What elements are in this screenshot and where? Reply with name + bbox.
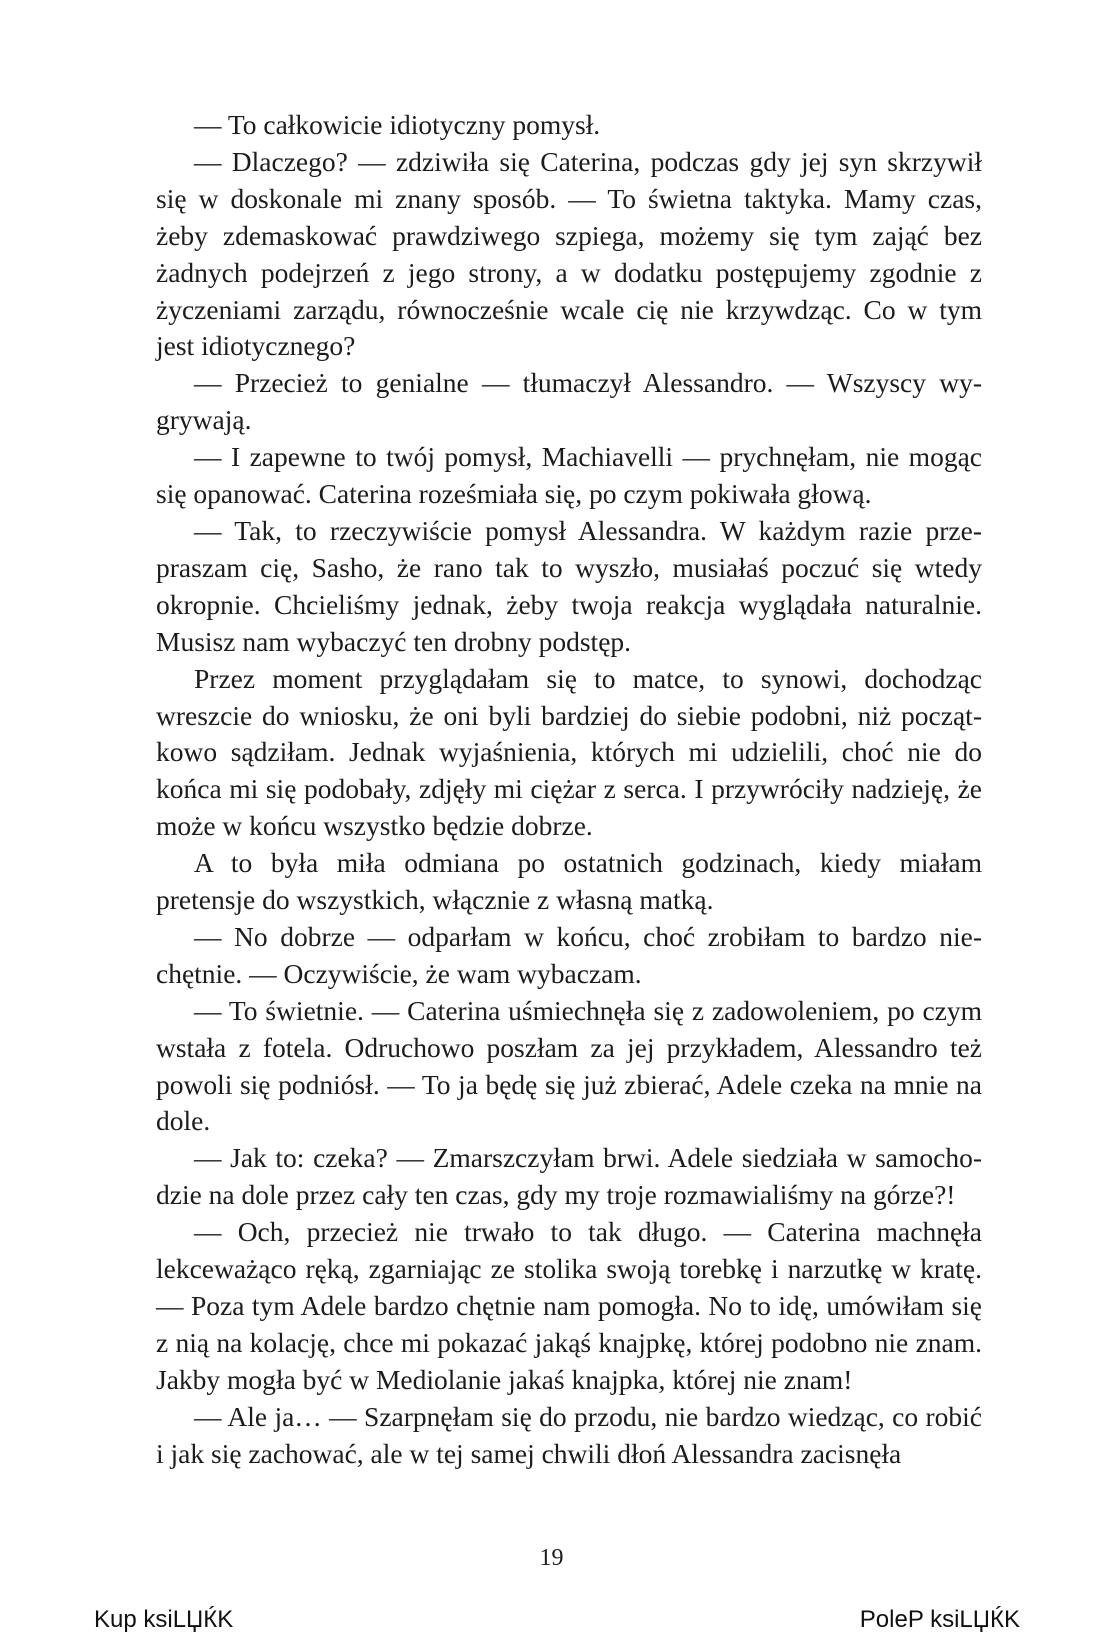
paragraph: — Och, przecież nie trwało to tak długo. — Caterina machnęła lekceważąco ręką, zgarniając ze stolika swoją torebkę i narzutkę w kratę. — Poza tym Adele bardzo chętnie nam pomogła. No to idę, umówiłam się z nią na kolację, chce mi pokazać jakąś knajpkę, której podobno nie znam. Jakby mogła być w Mediolanie jakaś knajpka, której nie znam!	[156, 1216, 982, 1395]
buy-book-link[interactable]: Kup ksiLЏЌK	[94, 1606, 234, 1633]
paragraph: — Dlaczego? — zdziwiła się Caterina, podczas gdy jej syn skrzywił się w doskonale mi znany sposób. — To świetna taktyka. Mamy czas, żeby zdemaskować prawdziwego szpiega, możemy się tym zająć bez żadnych podejrzeń z jego strony, a w dodatku postępujemy zgodnie z życzeniami zarządu, równocześnie wcale cię nie krzywdząc. Co w tym jest idiotycznego?	[156, 145, 982, 362]
paragraph: — I zapewne to twój pomysł, Machiavelli — prychnęłam, nie mogąc się opanować. Caterina roześmiała się, po czym pokiwała głową.	[156, 441, 982, 510]
recommend-book-link[interactable]: PoleP ksiLЏЌK	[859, 1606, 1020, 1633]
page-number: 19	[539, 1545, 564, 1571]
paragraph: — To świetnie. — Caterina uśmiechnęła się z zadowoleniem, po czym wstała z fotela. Odruchowo poszłam za jej przykładem, Alessandro też powoli się podniósł. — To ja będę się już zbierać, Adele czeka na mnie na dole.	[156, 994, 982, 1137]
paragraph: — No dobrze — odparłam w końcu, choć zrobiłam to bardzo niechętnie. — Oczywiście, że wam wybaczam.	[156, 920, 982, 989]
paragraph: — Przecież to genialne — tłumaczył Alessandro. — Wszyscy wygrywają.	[156, 367, 982, 436]
paragraph: — Tak, to rzeczywiście pomysł Alessandra. W każdym razie przepraszam cię, Sasho, że rano tak to wyszło, musiałaś poczuć się wtedy okropnie. Chcieliśmy jednak, żeby twoja reakcja wyglądała naturalnie. Musisz nam wybaczyć ten drobny podstęp.	[156, 514, 982, 657]
paragraph: — Ale ja… — Szarpnęłam się do przodu, nie bardzo wiedząc, co robić i jak się zachować, ale w tej samej chwili dłoń Alessandra zacisnęła	[156, 1400, 982, 1469]
paragraph: — Jak to: czeka? — Zmarszczyłam brwi. Adele siedziała w samochodzie na dole przez cały ten czas, gdy my troje rozmawialiśmy na górze?!	[156, 1142, 982, 1211]
paragraph: Przez moment przyglądałam się to matce, to synowi, dochodząc wreszcie do wniosku, że oni byli bardziej do siebie podobni, niż początkowo sądziłam. Jednak wyjaśnienia, których mi udzielili, choć nie do końca mi się podobały, zdjęły mi ciężar z serca. I przywróciły nadzieję, że może w końcu wszystko będzie dobrze.	[156, 662, 982, 842]
paragraph: — To całkowicie idiotyczny pomysł.	[194, 109, 601, 140]
paragraph: A to była miła odmiana po ostatnich godzinach, kiedy miałam pretensje do wszystkich, włącznie z własną matką.	[156, 847, 982, 916]
body-text	[156, 107, 982, 1473]
